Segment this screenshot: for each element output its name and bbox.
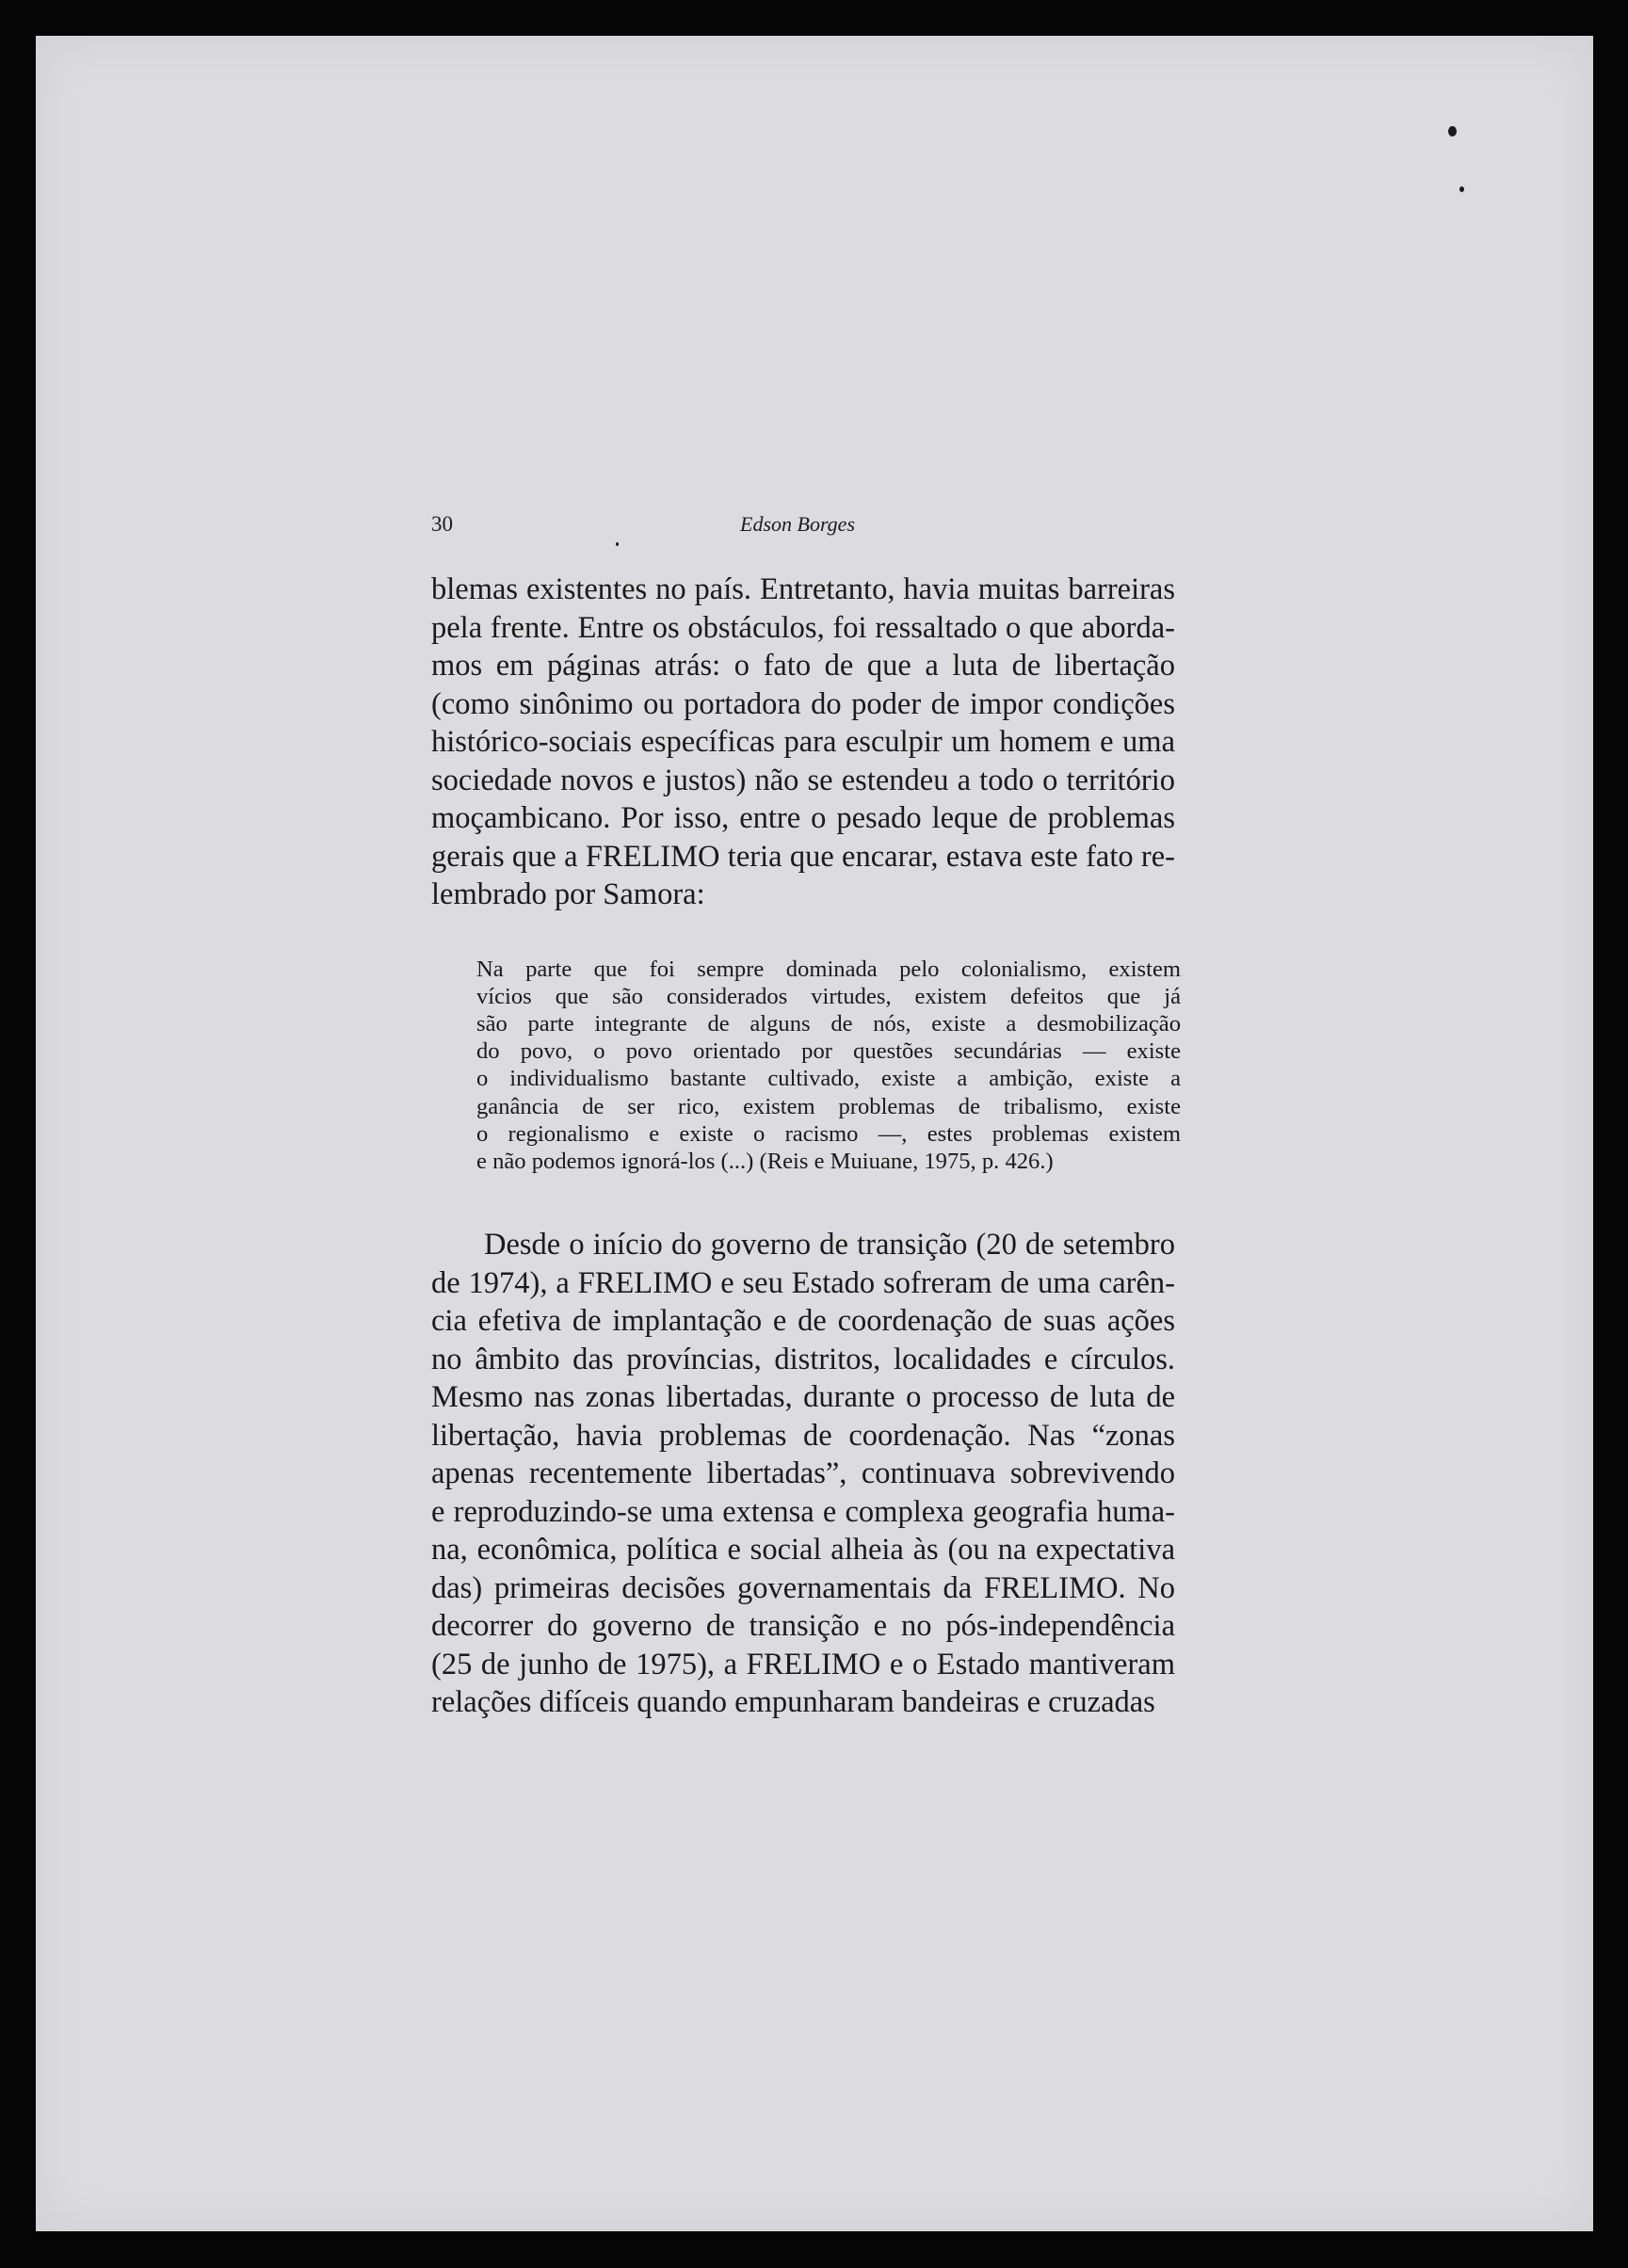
- text-line: das) primeiras decisões governamentais da FRELIMO. No: [431, 1570, 1175, 1605]
- quote-line: o regionalismo e existe o racismo —, estes problemas existem: [476, 1120, 1181, 1147]
- text-line: Desde o início do governo de transição (20 de setembro: [484, 1228, 1175, 1263]
- text-line: decorrer do governo de transição e no pós-independência: [431, 1609, 1175, 1644]
- text-line: mos em páginas atrás: o fato de que a luta de libertação: [431, 649, 1175, 683]
- text-line: Mesmo nas zonas libertadas, durante o processo de luta de: [431, 1380, 1175, 1415]
- page-number: 30: [431, 512, 453, 536]
- quote-line: o individualismo bastante cultivado, existe a ambição, existe a: [476, 1066, 1181, 1092]
- quote-line: vícios que são considerados virtudes, existem defeitos que já: [476, 983, 1181, 1009]
- text-line: lembrado por Samora:: [431, 877, 705, 911]
- running-head-author: Edson Borges: [740, 512, 856, 536]
- text-line: relações difíceis quando empunharam bandeiras e cruzadas: [431, 1685, 1155, 1720]
- scan-speck: [1459, 186, 1464, 192]
- text-line: apenas recentemente libertadas”, continuava sobrevivendo: [431, 1456, 1175, 1491]
- text-line: gerais que a FRELIMO teria que encarar, estava este fato re-: [431, 839, 1175, 874]
- text-line: (25 de junho de 1975), a FRELIMO e o Estado mantiveram: [431, 1647, 1175, 1681]
- text-line: (como sinônimo ou portadora do poder de impor condições: [431, 686, 1175, 721]
- quote-line: são parte integrante de alguns de nós, existe a desmobilização: [476, 1010, 1181, 1037]
- text-line: libertação, havia problemas de coordenação. Nas “zonas: [431, 1418, 1175, 1453]
- scan-speck: [1448, 126, 1457, 137]
- quote-line: Na parte que foi sempre dominada pelo colonialismo, existem: [476, 956, 1181, 982]
- text-line: cia efetiva de implantação e de coordenação de suas ações: [431, 1304, 1175, 1339]
- paragraph-1: [431, 571, 1175, 914]
- text-line: blemas existentes no país. Entretanto, havia muitas barreiras: [431, 572, 1175, 606]
- quote-line: ganância de ser rico, existem problemas de tribalismo, existe: [476, 1093, 1181, 1119]
- text-line: no âmbito das províncias, distritos, localidades e círculos.: [431, 1342, 1175, 1376]
- text-line: histórico-sociais específicas para esculpir um homem e uma: [431, 725, 1175, 759]
- quote-line: do povo, o povo orientado por questões secundárias — existe: [476, 1038, 1181, 1065]
- block-quote: [476, 956, 1181, 1176]
- text-line: sociedade novos e justos) não se estendeu a todo o território: [431, 763, 1175, 797]
- text-line: e reproduzindo-se uma extensa e complexa geografia huma-: [431, 1494, 1175, 1529]
- paragraph-2: [431, 1226, 1175, 1722]
- quote-line: e não podemos ignorá-los (...) (Reis e Muiuane, 1975, p. 426.): [476, 1148, 1054, 1174]
- text-line: de 1974), a FRELIMO e seu Estado sofreram de uma carên-: [431, 1265, 1175, 1300]
- body-text: [431, 571, 1181, 1722]
- text-line: na, econômica, política e social alheia às (ou na expectativa: [431, 1533, 1175, 1568]
- running-head: [431, 512, 1185, 546]
- text-line: pela frente. Entre os obstáculos, foi ressaltado o que aborda-: [431, 610, 1175, 645]
- text-line: moçambicano. Por isso, entre o pesado leque de problemas: [431, 801, 1175, 835]
